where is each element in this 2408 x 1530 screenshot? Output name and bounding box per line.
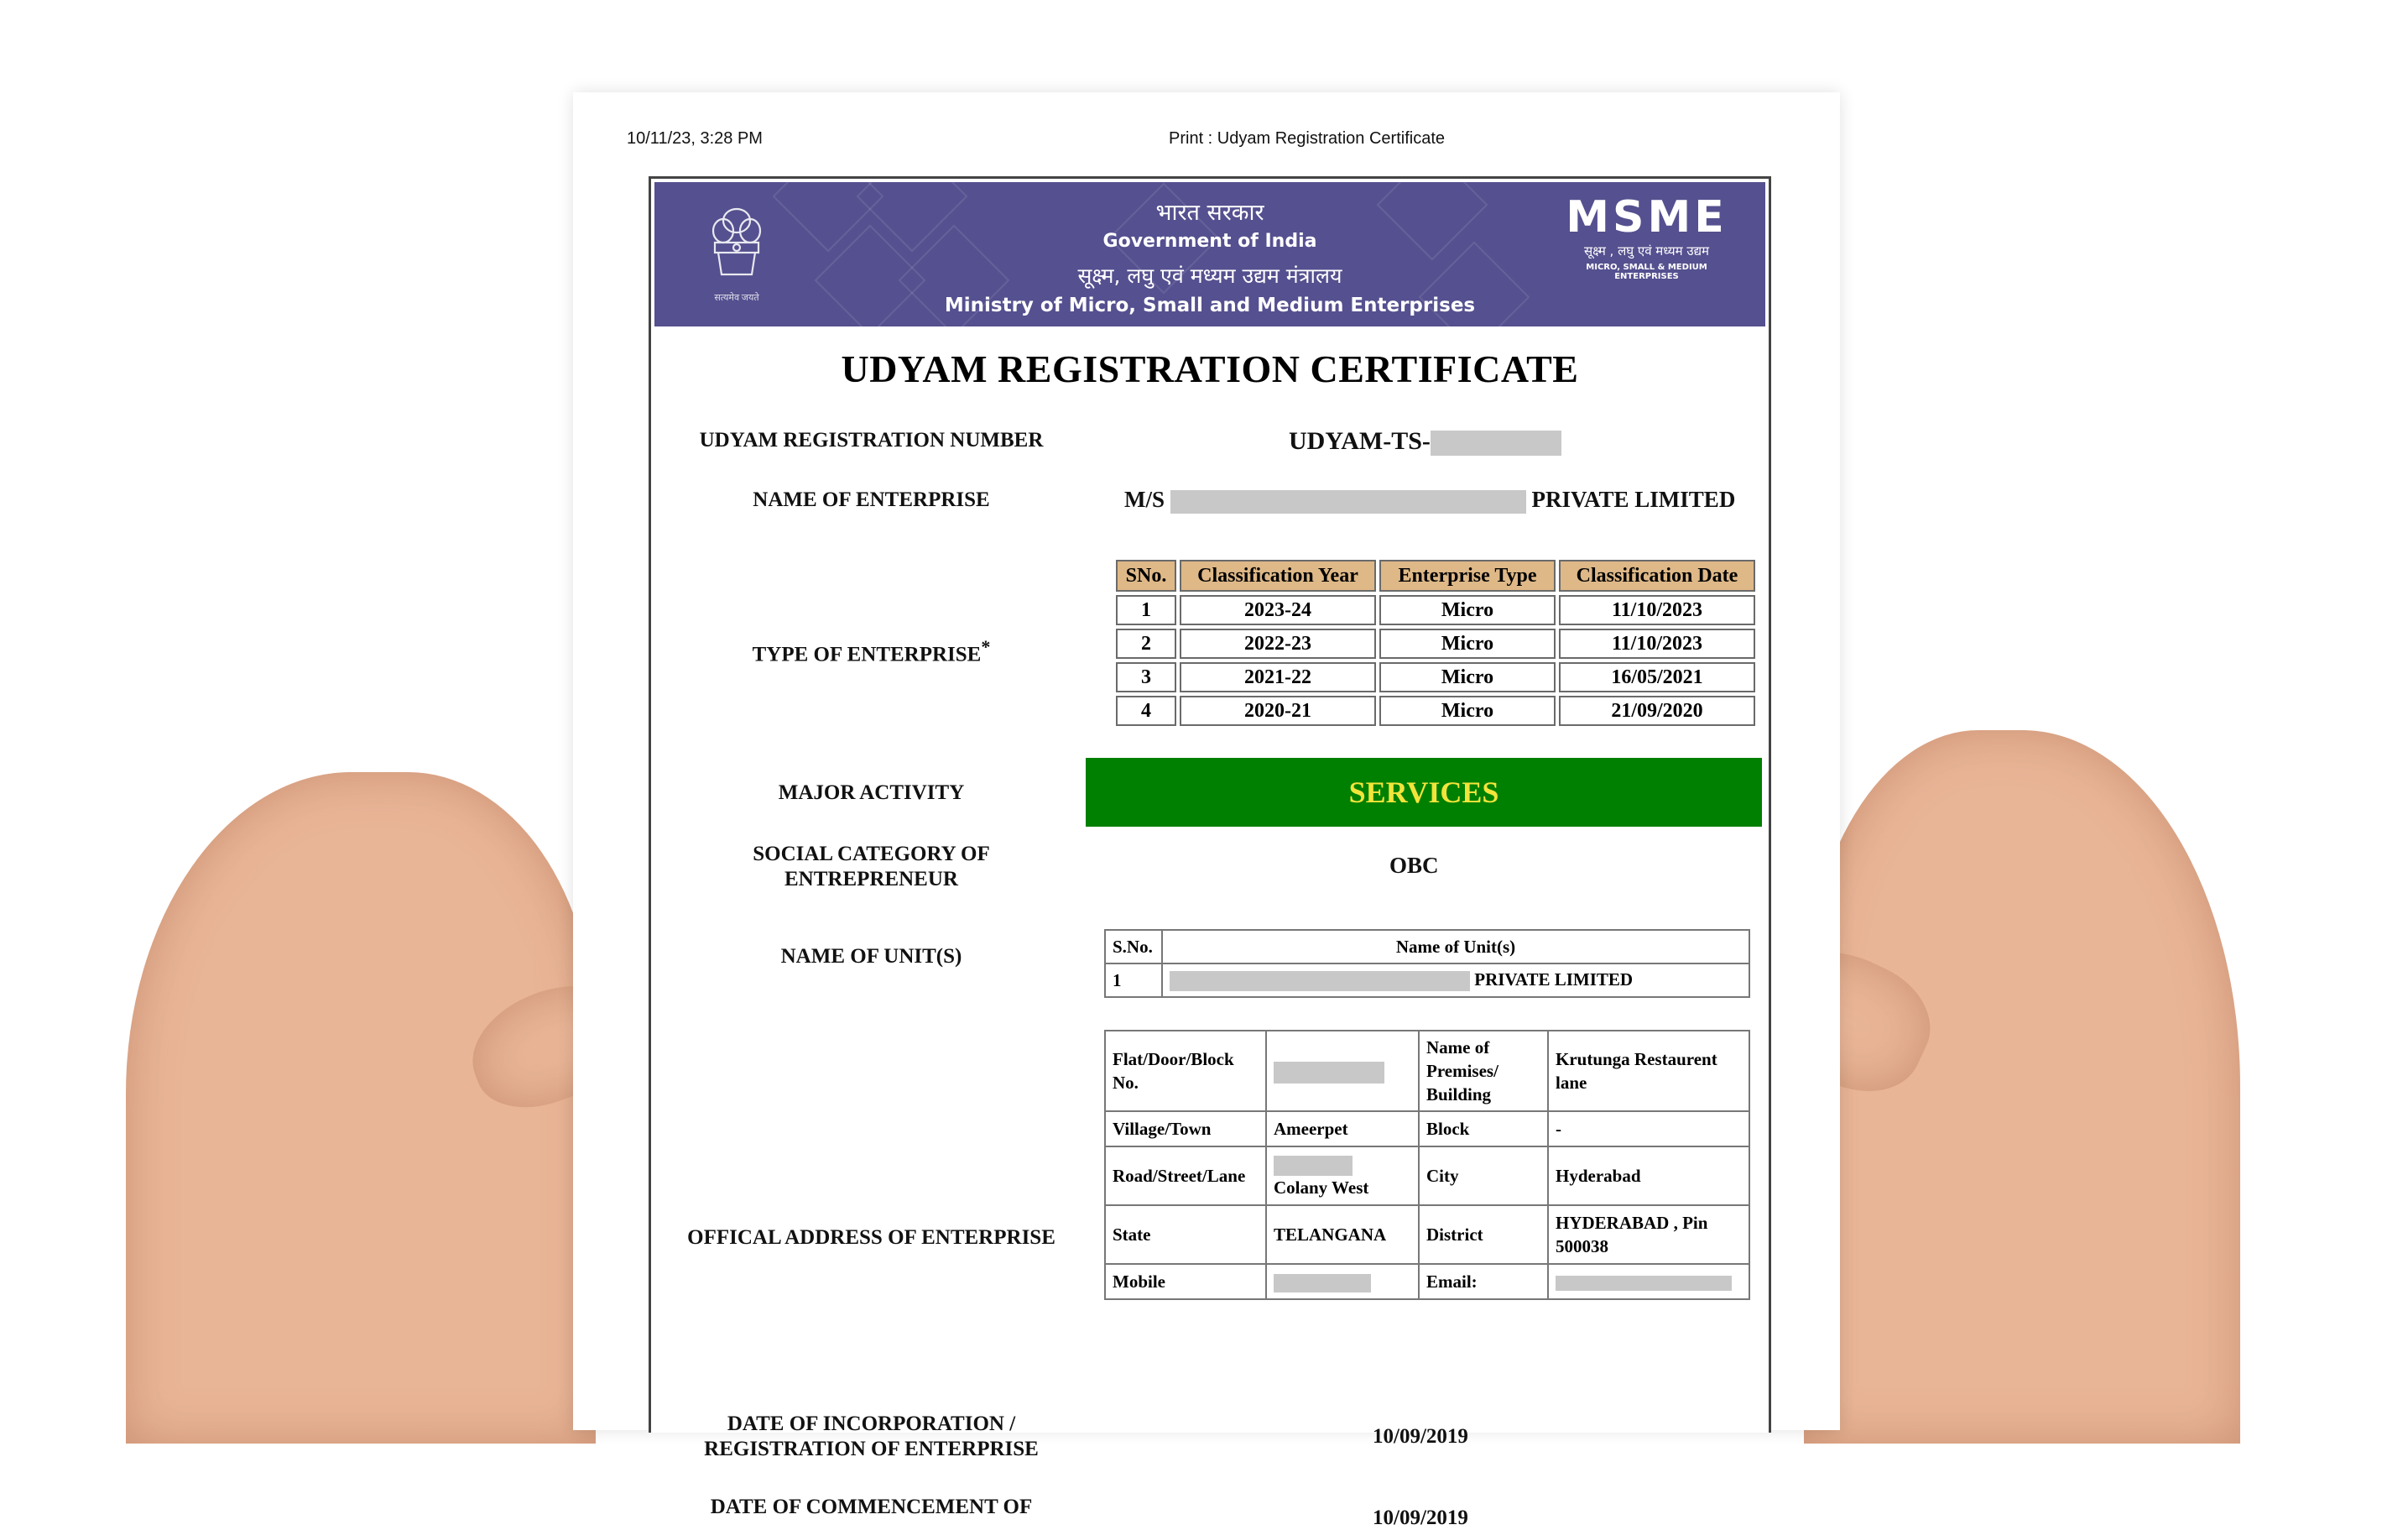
ministry-text: Ministry of Micro, Small and Medium Enterprises xyxy=(944,295,1476,316)
col-classification-year: Classification Year xyxy=(1180,560,1376,592)
state-value: TELANGANA xyxy=(1266,1205,1419,1264)
msme-english-line: MICRO, SMALL & MEDIUM ENTERPRISES xyxy=(1586,263,1707,281)
cell-type: Micro xyxy=(1379,595,1556,625)
cell-sno: 1 xyxy=(1116,595,1176,625)
cell-date: 21/09/2020 xyxy=(1559,696,1755,726)
units-col-sno: S.No. xyxy=(1105,930,1162,963)
cell-date: 16/05/2021 xyxy=(1559,662,1755,692)
redacted-block xyxy=(1556,1276,1732,1291)
cell-type: Micro xyxy=(1379,629,1556,659)
enterprise-name-label: NAME OF ENTERPRISE xyxy=(753,488,990,511)
enterprise-type-label xyxy=(651,634,1092,667)
reg-number-label: UDYAM REGISTRATION NUMBER xyxy=(699,429,1044,452)
cell-type: Micro xyxy=(1379,696,1556,726)
enterprise-name-suffix: PRIVATE LIMITED xyxy=(1531,487,1736,512)
social-category-label xyxy=(651,842,1092,892)
block-value: - xyxy=(1548,1111,1749,1146)
email-label: Email: xyxy=(1419,1264,1548,1299)
social-category-label-line1: SOCIAL CATEGORY OF xyxy=(753,843,990,865)
premises-label: Name of Premises/ Building xyxy=(1419,1031,1548,1111)
units-name-suffix: PRIVATE LIMITED xyxy=(1474,969,1634,990)
cell-year: 2023-24 xyxy=(1180,595,1376,625)
road-value xyxy=(1266,1146,1419,1205)
table-row xyxy=(1105,963,1749,997)
gov-text: Government of India xyxy=(1102,231,1317,252)
hindi-ministry-text: सूक्ष्म, लघु एवं मध्यम उद्यम मंत्रालय xyxy=(1077,264,1342,288)
units-label: NAME OF UNIT(S) xyxy=(780,945,962,968)
cell-year: 2021-22 xyxy=(1180,662,1376,692)
mobile-label: Mobile xyxy=(1105,1264,1266,1299)
premises-value: Krutunga Restaurent lane xyxy=(1548,1031,1749,1111)
paper-sheet xyxy=(573,92,1840,1529)
city-label: City xyxy=(1419,1146,1548,1205)
email-value xyxy=(1548,1264,1749,1299)
enterprise-name-prefix: M/S xyxy=(1124,487,1165,512)
asterisk: * xyxy=(981,636,991,657)
state-label: State xyxy=(1105,1205,1266,1264)
msme-logo xyxy=(1561,194,1733,281)
redacted-block xyxy=(1170,490,1526,514)
reg-number-prefix: UDYAM-TS- xyxy=(1289,427,1431,455)
address-label: OFFICAL ADDRESS OF ENTERPRISE xyxy=(687,1226,1055,1249)
print-datetime: 10/11/23, 3:28 PM xyxy=(627,129,763,148)
units-col-name: Name of Unit(s) xyxy=(1162,930,1749,963)
address-table xyxy=(1104,1030,1750,1300)
redacted-block xyxy=(1431,431,1561,456)
district-value: HYDERABAD , Pin 500038 xyxy=(1548,1205,1749,1264)
classification-table xyxy=(1113,556,1759,729)
certificate-title: UDYAM REGISTRATION CERTIFICATE xyxy=(841,347,1579,390)
table-row xyxy=(1116,696,1755,726)
units-table xyxy=(1104,929,1750,998)
units-cell-sno: 1 xyxy=(1105,963,1162,997)
table-row xyxy=(1105,1031,1749,1111)
incorporation-label-line1: DATE OF INCORPORATION / xyxy=(727,1413,1016,1435)
cell-sno: 4 xyxy=(1116,696,1176,726)
commencement-value: 10/09/2019 xyxy=(1373,1507,1468,1529)
social-category-label-line2: ENTREPRENEUR xyxy=(784,868,958,890)
city-value: Hyderabad xyxy=(1548,1146,1749,1205)
block-label: Block xyxy=(1419,1111,1548,1146)
redacted-block xyxy=(1274,1062,1384,1084)
col-enterprise-type: Enterprise Type xyxy=(1379,560,1556,592)
hindi-gov-text: भारत सरकार xyxy=(1155,200,1264,226)
gov-banner xyxy=(654,182,1765,326)
table-row xyxy=(1105,1205,1749,1264)
mobile-value xyxy=(1266,1264,1419,1299)
emblem-motto: सत्यमेव जयते xyxy=(714,293,759,303)
table-row xyxy=(1105,1146,1749,1205)
classification-header-row xyxy=(1116,560,1755,592)
village-value: Ameerpet xyxy=(1266,1111,1419,1146)
redacted-block xyxy=(1170,971,1470,991)
redacted-block xyxy=(1274,1156,1353,1176)
certificate xyxy=(649,176,1771,1529)
flat-label: Flat/Door/Block No. xyxy=(1105,1031,1266,1111)
incorporation-label-line2: REGISTRATION OF ENTERPRISE xyxy=(704,1438,1039,1460)
cell-year: 2022-23 xyxy=(1180,629,1376,659)
road-label: Road/Street/Lane xyxy=(1105,1146,1266,1205)
units-header-row xyxy=(1105,930,1749,963)
cell-sno: 3 xyxy=(1116,662,1176,692)
table-row xyxy=(1116,595,1755,625)
enterprise-name-value xyxy=(1124,487,1735,514)
village-label: Village/Town xyxy=(1105,1111,1266,1146)
msme-hindi-line: सूक्ष्म , लघु एवं मध्यम उद्यम xyxy=(1584,243,1709,258)
table-row xyxy=(1116,662,1755,692)
road-value-text: Colany West xyxy=(1274,1178,1369,1198)
col-classification-date: Classification Date xyxy=(1559,560,1755,592)
table-row xyxy=(1105,1111,1749,1146)
print-page-title: Print : Udyam Registration Certificate xyxy=(1169,129,1446,148)
units-cell-name xyxy=(1162,963,1749,997)
msme-wordmark: MSME xyxy=(1566,192,1728,243)
enterprise-type-label-text: TYPE OF ENTERPRISE xyxy=(752,643,982,666)
district-label: District xyxy=(1419,1205,1548,1264)
incorporation-value: 10/09/2019 xyxy=(1373,1425,1468,1448)
commencement-label: DATE OF COMMENCEMENT OF xyxy=(710,1496,1033,1518)
cell-sno: 2 xyxy=(1116,629,1176,659)
col-sno: SNo. xyxy=(1116,560,1176,592)
major-activity-value: SERVICES xyxy=(1086,758,1762,827)
major-activity-label: MAJOR ACTIVITY xyxy=(778,781,965,804)
incorporation-label xyxy=(651,1412,1092,1462)
cell-type: Micro xyxy=(1379,662,1556,692)
reg-number-value xyxy=(1289,427,1561,456)
social-category-value: OBC xyxy=(1389,853,1439,878)
cell-date: 11/10/2023 xyxy=(1559,595,1755,625)
table-row xyxy=(1116,629,1755,659)
cell-date: 11/10/2023 xyxy=(1559,629,1755,659)
flat-value xyxy=(1266,1031,1419,1111)
cell-year: 2020-21 xyxy=(1180,696,1376,726)
redacted-block xyxy=(1274,1274,1371,1292)
left-hand xyxy=(126,772,596,1444)
table-row xyxy=(1105,1264,1749,1299)
